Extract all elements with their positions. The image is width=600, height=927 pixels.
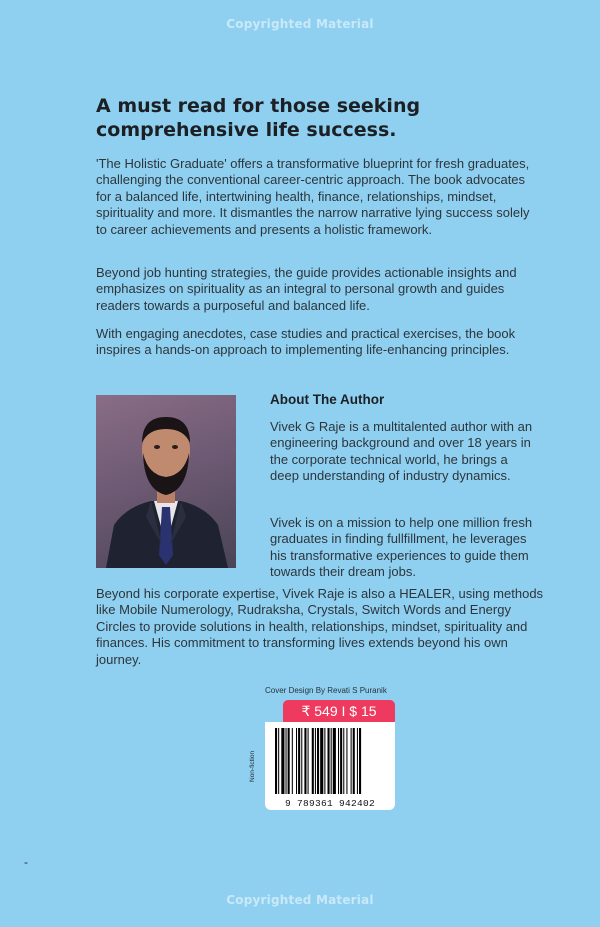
barcode-bar	[298, 728, 300, 794]
description-paragraph-1: 'The Holistic Graduate' offers a transformative blueprint for fresh graduates, challenging the conventional career-centric approach. The book advocates for a balanced life, intertwining health, finance, relationships, mindset, spirituality and more. It dismantles the narrow narrative lying success solely to career achievements and presents a holistic framework.	[96, 156, 530, 237]
description-paragraph-3: With engaging anecdotes, case studies and practical exercises, the book inspires a hands-on approach to implementing life-enhancing principles.	[96, 326, 516, 358]
description-paragraph-2: Beyond job hunting strategies, the guide provides actionable insights and emphasizes on spirituality as an integral to personal growth and guides readers towards a purposeful and balanced life.	[96, 265, 517, 313]
barcode-bar	[333, 728, 336, 794]
barcode-icon	[265, 722, 395, 798]
isbn-number: 9 789361 942402	[284, 798, 375, 809]
barcode-bar	[340, 728, 342, 794]
author-bio-paragraph-2: Vivek is on a mission to help one million fresh graduates in finding fullfillment, he leverages his transformative experiences to guide them towards their dream jobs.	[270, 515, 533, 580]
barcode-panel	[265, 722, 395, 810]
watermark-bottom: Copyrighted Material	[226, 893, 374, 907]
barcode-bar	[275, 728, 277, 794]
barcode-bar	[286, 728, 287, 794]
price-label: ₹ 549 I $ 15	[283, 700, 395, 722]
barcode-bar	[296, 728, 297, 794]
barcode-bar	[338, 728, 339, 794]
barcode-bar	[308, 728, 309, 794]
barcode-bar	[312, 728, 314, 794]
barcode-bar	[324, 728, 325, 794]
margin-mark: -	[24, 855, 28, 869]
barcode-bar	[317, 728, 319, 794]
barcode-bar	[278, 728, 279, 794]
barcode-bar	[288, 728, 290, 794]
barcode-bar	[331, 728, 332, 794]
barcode-bar	[351, 728, 352, 794]
watermark-top: Copyrighted Material	[226, 17, 374, 31]
about-author-heading: About The Author	[270, 392, 385, 407]
barcode-bar	[320, 728, 323, 794]
barcode-bar	[359, 728, 361, 794]
category-label: Non-fiction	[249, 750, 256, 782]
author-portrait-illustration	[96, 395, 236, 568]
author-bio-paragraph-3: Beyond his corporate expertise, Vivek Raje is also a HEALER, using methods like Mobile Numerology, Rudraksha, Crystals, Switch Words and Energy Circles to provide solutions in health, relationships, mindset, spirituality and finances. His commitment to transforming lives extends beyond his own journey.	[96, 586, 544, 667]
barcode-bar	[292, 728, 293, 794]
headline: A must read for those seeking comprehensive life success.	[96, 95, 421, 141]
barcode-bar	[328, 728, 330, 794]
barcode-bar	[357, 728, 358, 794]
author-bio-paragraph-1: Vivek G Raje is a multitalented author with an engineering background and over 18 years in the corporate technical world, he brings a deep understanding of industry dynamics.	[270, 419, 533, 484]
barcode-bar	[281, 728, 284, 794]
barcode-bar	[346, 728, 347, 794]
barcode-bar	[315, 728, 316, 794]
barcode-bar	[304, 728, 306, 794]
cover-design-credit: Cover Design By Revati S Puranik	[265, 686, 387, 695]
barcode-bar	[353, 728, 355, 794]
barcode-bar	[343, 728, 344, 794]
barcode-bar	[301, 728, 302, 794]
author-photo	[96, 395, 236, 568]
